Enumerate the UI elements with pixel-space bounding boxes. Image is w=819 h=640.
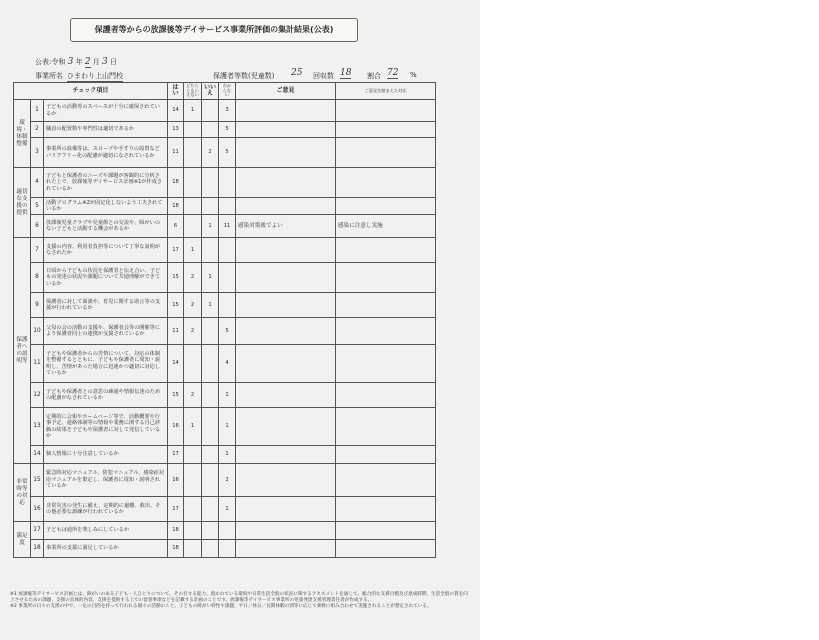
item-text: 子どもや保護者からの苦情について、対応の体制を整備するとともに、子どもや保護者に周知・説明し、苦情があった場合に迅速かつ適切に対応しているか — [44, 345, 168, 383]
opinion-cell — [236, 446, 336, 464]
item-number: 13 — [31, 408, 44, 446]
count-yes: 18 — [168, 522, 184, 540]
rate-label: 割合 — [367, 72, 381, 80]
item-number: 15 — [31, 464, 44, 497]
response-cell — [336, 522, 436, 540]
category-cell: 満足度 — [14, 522, 31, 558]
count-no — [202, 383, 219, 408]
publish-date — [35, 57, 117, 68]
count-unknown: 1 — [219, 446, 236, 464]
count-unknown — [219, 293, 236, 318]
count-yes: 15 — [168, 293, 184, 318]
count-neutral: 2 — [184, 293, 202, 318]
item-text: 日頃から子どもの状況を保護者と伝え合い、子どもの発達の状況や課題について共通理解ができているか — [44, 263, 168, 293]
count-neutral — [184, 168, 202, 198]
opinion-cell — [236, 345, 336, 383]
collected-label: 回収数 — [313, 72, 334, 80]
opinion-cell — [236, 238, 336, 263]
response-cell — [336, 198, 436, 215]
count-unknown: 5 — [219, 138, 236, 168]
count-yes: 6 — [168, 215, 184, 238]
table-row — [14, 408, 436, 446]
item-number: 4 — [31, 168, 44, 198]
table-row — [14, 318, 436, 345]
response-cell — [336, 464, 436, 497]
table-row — [14, 345, 436, 383]
count-neutral: 1 — [184, 238, 202, 263]
opinion-cell — [236, 408, 336, 446]
count-no — [202, 318, 219, 345]
count-no — [202, 100, 219, 122]
footnote-1: ※1 放課後等デイサービス計画とは、障がいのある子ども一人ひとりについて、その有する能力、置かれている環境や日常生活全般の状況に関するアセスメントを通じて、総合的な支援目標及び達成時期、生活全般の質を向上させるための課題、支援の具体的内容、支援を提供する上での留意事項などを記載する計画のことです。放課後等デイサービス事業所の児童発達支援管理責任者が作成する。 — [10, 592, 468, 604]
header-yes: はい — [168, 83, 184, 100]
guardian-count-label: 保護者等数(児童数) — [213, 72, 275, 80]
count-no — [202, 168, 219, 198]
count-no — [202, 522, 219, 540]
item-text: 子どもは通所を楽しみにしているか — [44, 522, 168, 540]
publish-year-unit: 年 — [75, 58, 83, 66]
item-number: 5 — [31, 198, 44, 215]
item-text: 緊急時対応マニュアル、防犯マニュアル、感染症対応マニュアルを策定し、保護者に周知・説明されているか — [44, 464, 168, 497]
item-text: 子どもや保護者との意思の疎通や情報伝達のための配慮がなされているか — [44, 383, 168, 408]
category-cell: 保護者への説明等 — [14, 238, 31, 464]
rate-unit: % — [410, 71, 417, 79]
publish-day: 3 — [102, 57, 108, 67]
count-yes: 16 — [168, 408, 184, 446]
response-cell — [336, 122, 436, 138]
count-no — [202, 198, 219, 215]
header-response: ご意見を踏まえた対応 — [336, 83, 436, 100]
header-item: チェック項目 — [14, 83, 168, 100]
item-number: 10 — [31, 318, 44, 345]
header-no: いいえ — [202, 83, 219, 100]
count-yes: 11 — [168, 318, 184, 345]
response-cell — [336, 168, 436, 198]
table-row — [14, 540, 436, 558]
table-row — [14, 497, 436, 522]
count-no — [202, 540, 219, 558]
count-yes: 14 — [168, 100, 184, 122]
footnotes — [10, 592, 470, 611]
count-unknown: 5 — [219, 318, 236, 345]
opinion-cell — [236, 497, 336, 522]
item-text: 活動プログラム※2が固定化しないよう工夫されているか — [44, 198, 168, 215]
item-text: 定期的に会報やホームページ等で、活動概要や行事予定、連絡体制等の情報や業務に関する自己評価の結果を子どもや保護者に対して発信しているか — [44, 408, 168, 446]
count-neutral: 2 — [184, 318, 202, 345]
response-cell — [336, 263, 436, 293]
count-unknown: 11 — [219, 215, 236, 238]
item-text: 放課後児童クラブや児童館との交流や、障がいのない子どもと活動する機会があるか — [44, 215, 168, 238]
publish-year: 3 — [67, 57, 74, 67]
count-unknown: 5 — [219, 122, 236, 138]
table-row — [14, 238, 436, 263]
opinion-cell — [236, 100, 336, 122]
count-unknown: 1 — [219, 408, 236, 446]
category-cell: 適切な支援の提供 — [14, 168, 31, 238]
count-neutral — [184, 122, 202, 138]
count-no — [202, 345, 219, 383]
count-yes: 15 — [168, 383, 184, 408]
item-number: 8 — [31, 263, 44, 293]
opinion-cell — [236, 522, 336, 540]
count-unknown: 3 — [219, 100, 236, 122]
count-neutral: 2 — [184, 263, 202, 293]
count-unknown — [219, 168, 236, 198]
collected-value: 18 — [340, 68, 352, 78]
table-row — [14, 446, 436, 464]
table-row — [14, 138, 436, 168]
count-unknown: 1 — [219, 383, 236, 408]
response-cell — [336, 318, 436, 345]
opinion-cell: 感染対策後でよい — [236, 215, 336, 238]
opinion-cell — [236, 293, 336, 318]
table-row — [14, 464, 436, 497]
count-neutral — [184, 138, 202, 168]
category-cell: 環境・体制整備 — [14, 100, 31, 168]
response-cell — [336, 497, 436, 522]
count-yes: 14 — [168, 345, 184, 383]
table-row — [14, 122, 436, 138]
count-no — [202, 122, 219, 138]
item-text: 支援の内容、利用者負担等について丁寧な説明がなされたか — [44, 238, 168, 263]
count-no — [202, 408, 219, 446]
count-neutral: 1 — [184, 100, 202, 122]
table-row — [14, 293, 436, 318]
publish-label: 公表:令和 — [35, 58, 66, 66]
table-row — [14, 383, 436, 408]
count-neutral — [184, 446, 202, 464]
rate-value: 72 — [387, 68, 399, 78]
table-row — [14, 522, 436, 540]
table-row — [14, 215, 436, 238]
table-row — [14, 100, 436, 122]
count-unknown — [219, 540, 236, 558]
item-text: 非常災害の発生に備え、定期的に避難、救出、その他必要な訓練が行われているか — [44, 497, 168, 522]
count-yes: 17 — [168, 497, 184, 522]
response-cell — [336, 408, 436, 446]
count-neutral — [184, 345, 202, 383]
category-cell: 非常時等の対応 — [14, 464, 31, 522]
table-row — [14, 263, 436, 293]
publish-month-unit: 月 — [92, 58, 100, 66]
count-yes: 18 — [168, 198, 184, 215]
count-yes: 18 — [168, 540, 184, 558]
item-number: 12 — [31, 383, 44, 408]
response-cell — [336, 138, 436, 168]
item-text: 子どもと保護者のニーズや課題が客観的に分析された上で、放課後等デイサービス計画※1が作成されているか — [44, 168, 168, 198]
item-number: 14 — [31, 446, 44, 464]
opinion-cell — [236, 540, 336, 558]
count-yes: 11 — [168, 138, 184, 168]
response-cell — [336, 100, 436, 122]
count-no: 1 — [202, 263, 219, 293]
item-text: 子どもの活動等のスペースが十分に確保されているか — [44, 100, 168, 122]
count-no — [202, 497, 219, 522]
publish-month: 2 — [84, 57, 91, 67]
response-cell — [336, 540, 436, 558]
opinion-cell — [236, 263, 336, 293]
opinion-cell — [236, 122, 336, 138]
count-unknown: 4 — [219, 345, 236, 383]
table-row — [14, 168, 436, 198]
item-number: 3 — [31, 138, 44, 168]
opinion-cell — [236, 138, 336, 168]
item-number: 9 — [31, 293, 44, 318]
count-neutral — [184, 198, 202, 215]
count-no: 1 — [202, 293, 219, 318]
response-cell: 感染に注意し実施 — [336, 215, 436, 238]
facility-name: ひまわり上山門校 — [67, 72, 123, 80]
opinion-cell — [236, 198, 336, 215]
header-unknown: わからない — [219, 83, 236, 100]
count-yes: 13 — [168, 122, 184, 138]
count-neutral — [184, 497, 202, 522]
item-number: 11 — [31, 345, 44, 383]
item-number: 16 — [31, 497, 44, 522]
header-opinion: ご意見 — [236, 83, 336, 100]
table-header-row — [14, 83, 436, 100]
count-yes: 17 — [168, 238, 184, 263]
count-no: 1 — [202, 215, 219, 238]
item-number: 18 — [31, 540, 44, 558]
count-neutral — [184, 215, 202, 238]
header-neutral: どちらともいえない — [184, 83, 202, 100]
count-no — [202, 464, 219, 497]
evaluation-table — [13, 82, 436, 558]
item-text: 職員の配置数や専門性は適切であるか — [44, 122, 168, 138]
response-cell — [336, 293, 436, 318]
count-unknown — [219, 198, 236, 215]
item-number: 7 — [31, 238, 44, 263]
facility-label: 事業所名 — [35, 72, 63, 80]
guardian-count-value: 25 — [291, 68, 303, 78]
count-no — [202, 446, 219, 464]
item-text: 事業所の支援に満足しているか — [44, 540, 168, 558]
opinion-cell — [236, 318, 336, 345]
count-no: 2 — [202, 138, 219, 168]
document-title: 保護者等からの放課後等デイサービス事業所評価の集計結果(公表) — [70, 18, 358, 42]
count-unknown: 1 — [219, 497, 236, 522]
count-yes: 16 — [168, 464, 184, 497]
count-neutral: 2 — [184, 383, 202, 408]
count-yes: 18 — [168, 168, 184, 198]
response-cell — [336, 446, 436, 464]
count-yes: 17 — [168, 446, 184, 464]
count-unknown — [219, 238, 236, 263]
count-neutral — [184, 464, 202, 497]
item-text: 保護者に対して面談や、育児に関する助言等の支援が行われているか — [44, 293, 168, 318]
opinion-cell — [236, 464, 336, 497]
item-text: 父母の会の活動の支援や、保護者会等の開催等により保護者同士の連携が支援されているか — [44, 318, 168, 345]
item-number: 6 — [31, 215, 44, 238]
count-neutral — [184, 540, 202, 558]
footnote-2: ※2 事業所の日々の支援の中で、一定の目的を持って行われる個々の活動のこと。子どもの障がい特性や課題、平日／休日／長期休暇の別等に応じて柔軟に組み合わせて実施されることが想定されている。 — [10, 604, 432, 610]
item-number: 17 — [31, 522, 44, 540]
opinion-cell — [236, 168, 336, 198]
item-number: 2 — [31, 122, 44, 138]
count-neutral: 1 — [184, 408, 202, 446]
response-cell — [336, 345, 436, 383]
response-cell — [336, 383, 436, 408]
count-no — [202, 238, 219, 263]
count-neutral — [184, 522, 202, 540]
item-number: 1 — [31, 100, 44, 122]
count-unknown: 2 — [219, 464, 236, 497]
count-unknown — [219, 263, 236, 293]
count-yes: 15 — [168, 263, 184, 293]
item-text: 事業所の設備等は、スロープや手すりの設置などバリアフリー化の配慮が適切になされているか — [44, 138, 168, 168]
publish-day-unit: 日 — [109, 58, 117, 66]
opinion-cell — [236, 383, 336, 408]
response-cell — [336, 238, 436, 263]
count-unknown — [219, 522, 236, 540]
table-row — [14, 198, 436, 215]
item-text: 個人情報に十分注意しているか — [44, 446, 168, 464]
